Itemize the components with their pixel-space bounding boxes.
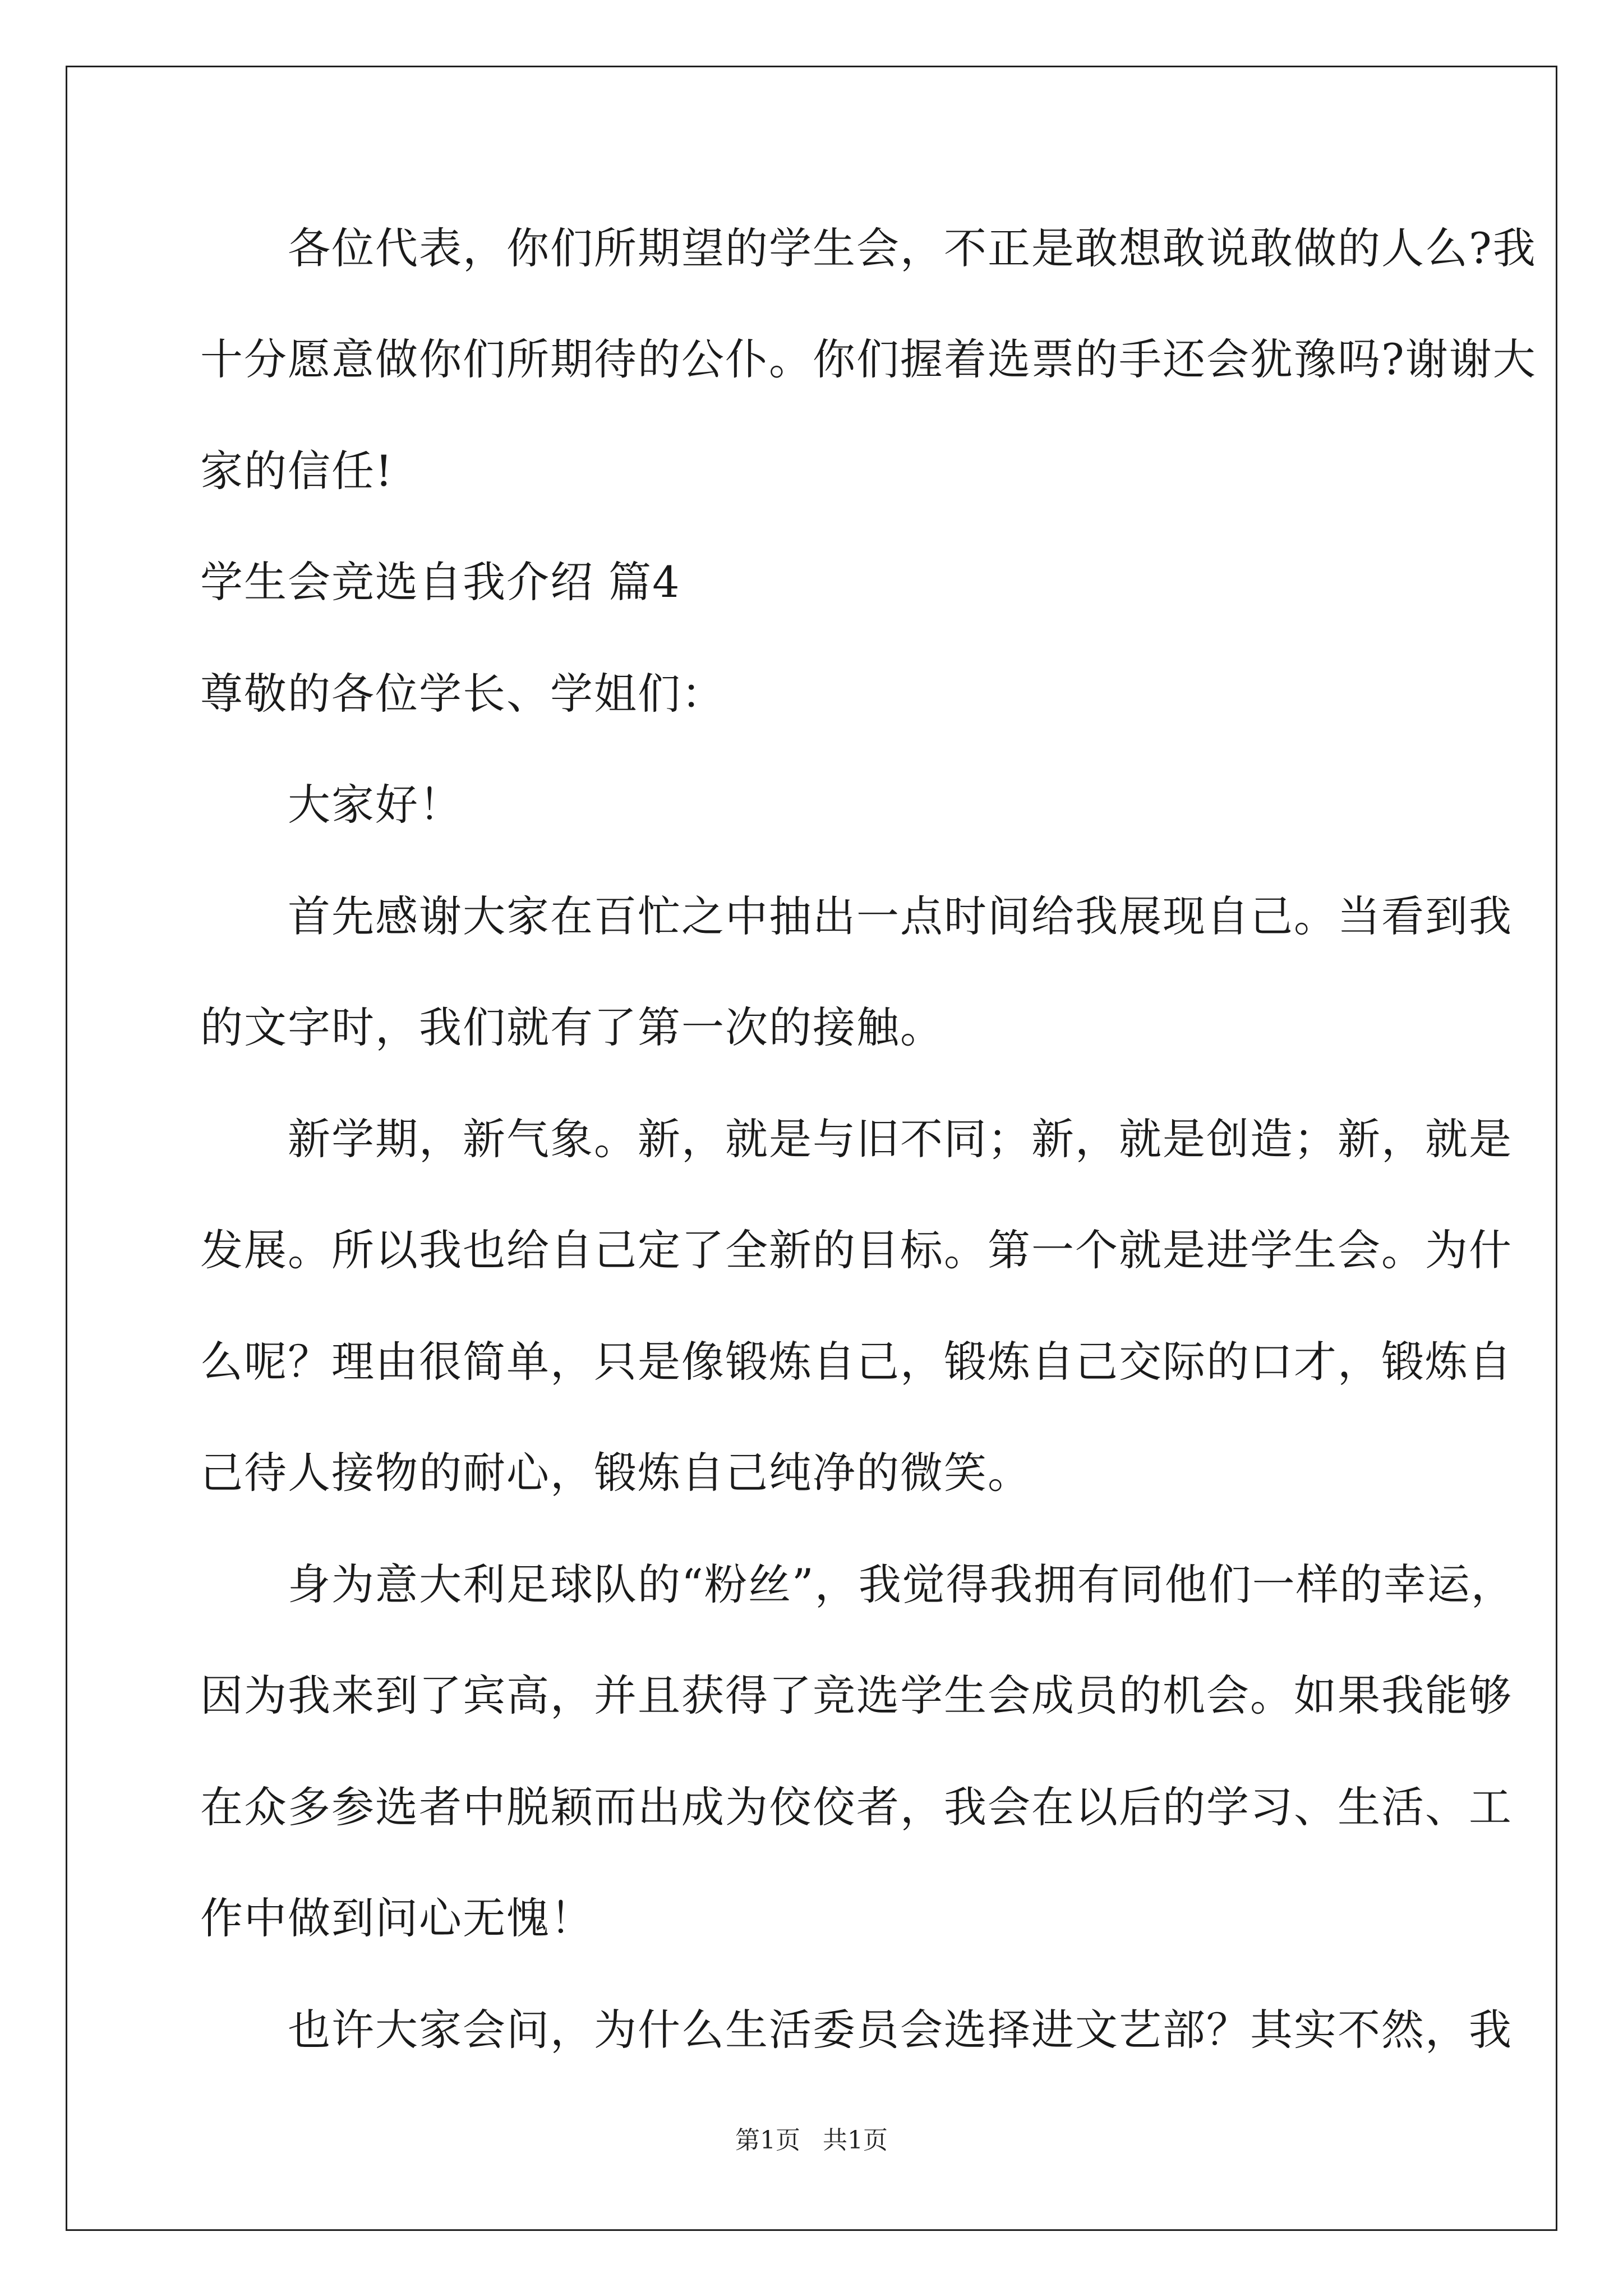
paragraph-line: 家的信任! — [200, 446, 394, 496]
document-body — [200, 222, 1537, 2057]
page-number: 第1页 — [735, 2126, 800, 2155]
paragraph-line: 各位代表，你们所期望的学生会，不正是敢想敢说敢做的人么?我 — [200, 223, 1537, 273]
paragraph-line: 十分愿意做你们所期待的公仆。你们握着选票的手还会犹豫吗?谢谢大 — [200, 334, 1537, 384]
paragraph-line: 的文字时，我们就有了第一次的接触。 — [200, 1002, 944, 1052]
paragraph-line: 么呢？理由很简单，只是像锻炼自己，锻炼自己交际的口才，锻炼自 — [200, 1337, 1513, 1387]
page-total: 共1页 — [823, 2126, 888, 2155]
paragraph-line: 己待人接物的耐心，锻炼自己纯净的微笑。 — [200, 1448, 1031, 1498]
page-footer — [0, 2125, 1623, 2156]
paragraph-line: 也许大家会问，为什么生活委员会选择进文艺部？其实不然，我 — [200, 2005, 1513, 2055]
paragraph-line: 因为我来到了宾高，并且获得了竞选学生会成员的机会。如果我能够 — [200, 1671, 1513, 1720]
salutation: 尊敬的各位学长、学姐们： — [200, 669, 725, 719]
paragraph-line: 身为意大利足球队的“粉丝”，我觉得我拥有同他们一样的幸运， — [200, 1559, 1515, 1609]
paragraph-line: 作中做到问心无愧！ — [200, 1893, 594, 1943]
paragraph-line: 在众多参选者中脱颖而出成为佼佼者，我会在以后的学习、生活、工 — [200, 1782, 1513, 1832]
paragraph-line: 新学期，新气象。新，就是与旧不同；新，就是创造；新，就是 — [200, 1114, 1513, 1164]
paragraph-line: 发展。所以我也给自己定了全新的目标。第一个就是进学生会。为什 — [200, 1225, 1513, 1275]
section-heading: 学生会竞选自我介绍 篇4 — [200, 557, 681, 607]
paragraph-line: 大家好！ — [200, 780, 463, 830]
paragraph-line: 首先感谢大家在百忙之中抽出一点时间给我展现自己。当看到我 — [200, 891, 1513, 941]
